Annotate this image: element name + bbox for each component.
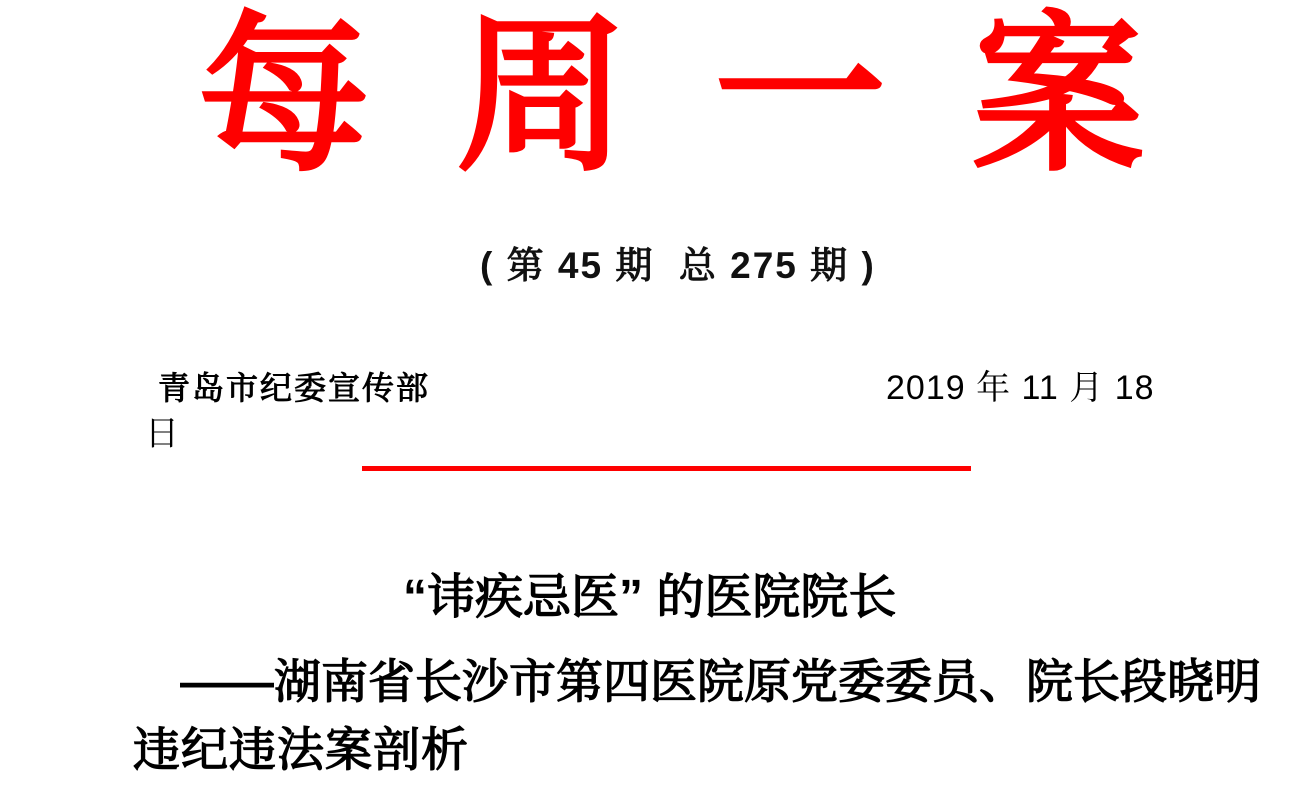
- masthead-title-char-4: 案: [972, 0, 1144, 192]
- article-subhead-line2: 违纪违法案剖析: [133, 723, 469, 776]
- article-subhead-line1: ——湖南省长沙市第四医院原党委委员、院长段晓明: [180, 655, 1261, 708]
- publish-date: 2019 年 11 月 18: [886, 369, 1155, 407]
- article-headline: “讳疾忌医” 的医院院长: [403, 571, 897, 624]
- publisher-department: 青岛市纪委宣传部: [158, 370, 431, 406]
- masthead-title-char-3: 一: [714, 0, 886, 192]
- masthead-title-char-1: 每: [198, 0, 370, 192]
- red-divider-rule: [362, 466, 971, 471]
- masthead-title-char-2: 周: [456, 0, 628, 192]
- publish-date-wrapped-char: 日: [145, 415, 179, 453]
- issue-number-line: ( 第 45 期 总 275 期 ): [480, 245, 876, 286]
- masthead-title: [198, 0, 1144, 192]
